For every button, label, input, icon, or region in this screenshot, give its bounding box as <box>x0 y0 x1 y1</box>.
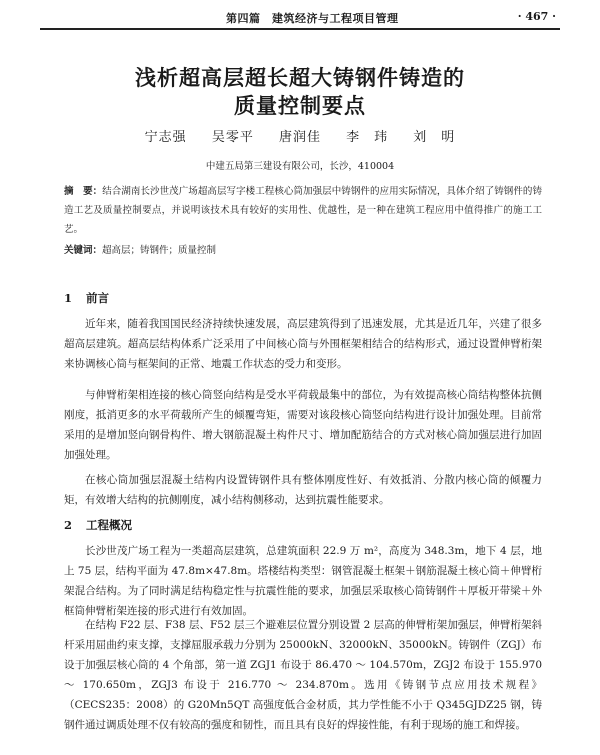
body-paragraph: 近年来，随着我国国民经济持续快速发展，高层建筑得到了迅速发展，尤其是近几年，兴建了很多超高层建筑。超高层结构体系广泛采用了中间核心筒与外围框架相结合的结构形式，通过设置伸臂桁架来协调核心筒与框架间的正常、地震工作状态的受力和变形。 <box>64 318 542 370</box>
running-head-title: 第四篇 建筑经济与工程项目管理 <box>226 12 399 25</box>
keywords-text: 超高层；铸钢件；质量控制 <box>102 245 217 256</box>
body-paragraph: 长沙世茂广场工程为一类超高层建筑，总建筑面积 22.9 万 m²，高度为 348.3m，地下 4 层，地上 75 层，结构平面为 47.8m×47.8m。塔楼结构类型：钢管混凝土框架＋钢筋混凝土核心筒＋伸臂桁架混合结构。为了同时满足结构稳定性与抗震性能的要求，加强层采取核心筒铸钢件＋厚板开带梁＋外框筒伸臂桁架连接的形式进行有效加固。 <box>64 545 542 617</box>
section-number: 2 <box>64 518 73 532</box>
abstract <box>64 182 542 239</box>
author-list <box>40 126 560 145</box>
author-name: 宁志强 <box>144 130 187 145</box>
keywords-label: 关键词： <box>64 245 103 256</box>
abstract-text: 结合湖南长沙世茂广场超高层写字楼工程核心筒加强层中铸钢件的应用实际情况，具体介绍了铸钢件的铸造工艺及质量控制要点，并说明该技术具有较好的实用性、优越性，是一种在建筑工程应用中值得推广的施工工艺。 <box>64 186 542 235</box>
section-heading-1 <box>64 290 109 306</box>
page-number: · 467 · <box>517 10 556 23</box>
keywords <box>64 241 542 260</box>
author-name: 李 玮 <box>346 130 389 145</box>
paper-title-line-2: 质量控制要点 <box>234 93 366 118</box>
running-head <box>40 6 560 30</box>
author-name: 吴零平 <box>211 130 254 145</box>
body-paragraph: 在结构 F22 层、F38 层、F52 层三个避难层位置分别设置 2 层高的伸臂桁架加强层，伸臂桁架斜杆采用屈曲约束支撑，支撑屈服承载力分别为 25000kN、32000kN、35000kN。铸钢件（ZGJ）布设于加强层核心筒的 4 个角部，第一道 ZGJ1 布设于 86.470 ～ 104.570m，ZGJ2 布设于 155.970 ～ 170.650m，ZGJ3 布设于 216.770 ～ 234.870m。选用《铸钢节点应用技术规程》（CECS235：2008）的 G20Mn5QT 高强度低合金材质，其力学性能不小于 Q345GJDZ25 钢，铸钢件通过调质处理不仅有较高的强度和韧性，而且具有良好的焊接性能，有利于现场的施工和焊接。 <box>64 619 542 731</box>
section-title: 工程概况 <box>86 518 132 532</box>
author-name: 刘 明 <box>413 130 456 145</box>
paper-title <box>40 64 560 120</box>
section-heading-2 <box>64 517 132 533</box>
affiliation: 中建五局第三建设有限公司，长沙，410004 <box>205 161 395 172</box>
abstract-label: 摘 要： <box>64 186 103 197</box>
body-paragraph: 与伸臂桁架相连接的核心筒竖向结构是受水平荷载最集中的部位，为有效提高核心筒结构整体抗侧刚度，抵消更多的水平荷载所产生的倾覆弯矩，需要对该段核心筒竖向结构进行设计加强处理。目前常采用的是增加竖向钢骨构件、增大钢筋混凝土构件尺寸、增加配筋结合的方式对核心筒加强层进行加固加强处理。 <box>64 389 542 461</box>
body-paragraph: 在核心筒加强层混凝土结构内设置铸钢件具有整体刚度性好、有效抵消、分散内核心筒的倾覆力矩，有效增大结构的抗侧刚度，减小结构侧移动，达到抗震性能要求。 <box>64 474 542 506</box>
author-name: 唐润佳 <box>278 130 321 145</box>
section-number: 1 <box>64 291 73 305</box>
paper-title-line-1: 浅析超高层超长超大铸钢件铸造的 <box>135 65 465 90</box>
section-title: 前言 <box>86 291 109 305</box>
